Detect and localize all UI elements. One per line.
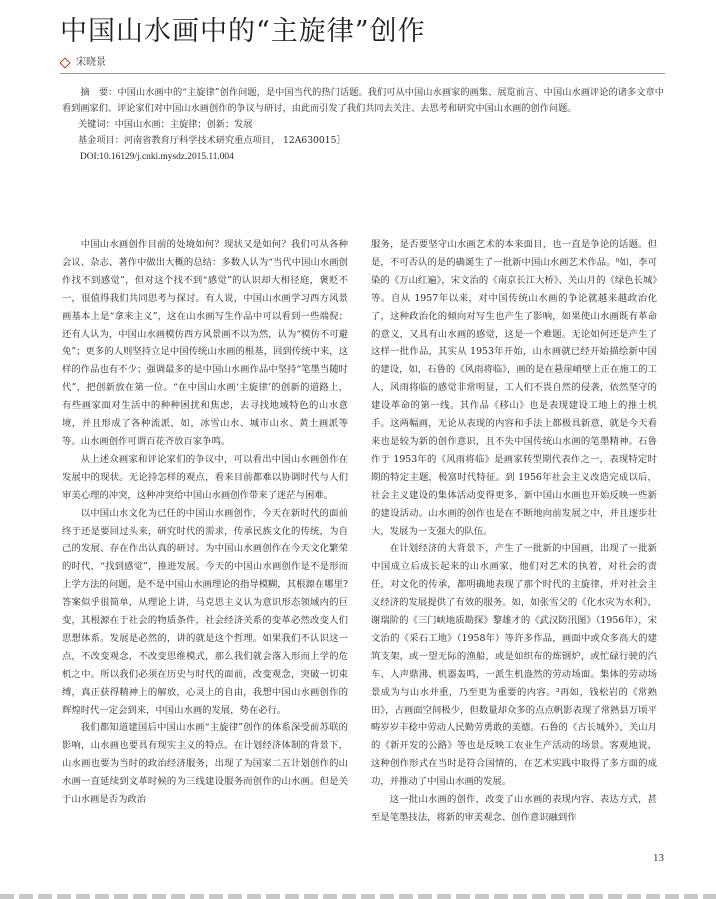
body-paragraph: 中国山水画创作目前的处境如何？现状又是如何？我们可从各种会议、杂志、著作中做出大概的总结：多数人认为“当代中国山水画创作找不到感觉”，但对这个找不到“感觉”的认识却大相径庭，褒贬不一，很值得我们共同思考与探讨。有人说，中国山水画学习西方风景画基本上是“拿来主义”，这在山水画写生作品中可以看到一些端倪；还有人认为，中国山水画模仿西方风景画不以为然，认为“模仿不可避免”；更多的人则坚持立足中国传统山水画的根基，回到传统中来，这样的作品也有不少；强调最多的是中国山水画作品中坚持“笔墨当随时代”，把创新放在第一位。“在中国山水画‘主旋律’的创新的道路上，有些画家面对生活中的种种困扰和焦虑，去寻找地域特色的山水意境，并且形成了各种流派，如，冰雪山水、城市山水、黄土画派等等。山水画创作可谓百花齐放百家争鸣。 bbox=[62, 239, 348, 447]
abstract-text: 中国山水画中的“主旋律”创作问题，是中国当代的热门话题。我们可从中国山水画家的画集、展览前言、中国山水画评论的诸多文章中看到画家们、评论家们对中国山水画创作的争议与研讨，由此而引发了我们共同去关注、去思考和研究中国山水画的创作问题。 bbox=[62, 87, 664, 114]
body-paragraph: 我们都知道建国后中国山水画“主旋律”创作的体系深受前苏联的影响，山水画也要具有现实主义的特点。在计划经济体制的背景下，山水画也要为当时的政治经济服务，出现了为国家二五计划创作的山水画一直延续到文革时候的为三线建设服务而创作的山水画。但是关于山水画是否为政治 bbox=[62, 722, 348, 806]
body-paragraph: 以中国山水文化为已任的中国山水画创作，今天在新时代的面前终于还是要回过头来，研究时代的需求，传承民族文化的传统，为自己的发展、存在作出认真的研讨。为中国山水画创作在今天文化繁荣的时代，“找到感觉”，推进发展。今天的中国山水画创作是不是形而上学方法的问题，是不是中国山水画理论的指导模糊，其根源在哪里?答案似乎很简单，从理论上讲，马克思主义认为意识形态领域内的巨变，其根源在于社会的物质条件，社会经济关系的变革必然改变人们思想体系。发展是必然的，讲的就是这个哲理。如果我们不认识这一点，不改变观念，不改变思维模式，那么我们就会落入形而上学的危机之中。所以我们必须在历史与时代的面前，改变观念，突破一切束缚，真正获得精神上的解放，心灵上的自由，我想中国山水画创作的辉煌时代一定会到来，中国山水画的发展，势在必行。 bbox=[62, 507, 348, 716]
abstract-label: 摘 要： bbox=[80, 87, 118, 98]
body-right-column bbox=[371, 236, 657, 827]
body-paragraph: 在计划经济的大背景下，产生了一批新的中国画，出现了一批新中国成立后成长起来的山水画家，他们对艺术的执着，对社会的责任，对文化的传承，都明确地表现了那个时代的主旋律，并对社会主义经济的发展提供了有效的服务。如，如张雪父的《化水灾为水利》，谢瑞阶的《三门峡地质勘探》黎雄才的《武汉防汛图》（1956年），宋文治的《采石工地》（1958年）等许多作品，画面中或众多高大的建筑支架，或一望无际的渔船，或是如织布的炼钢炉，或忙碌行驶的汽车、人声鼎沸、机器轰鸣，一派生机盎然的劳动场面。集体的劳动场景成为与山水并重，乃至更为重要的内容。³再如，钱松岩的《常熟田》，占画面空间极少，但数量却众多的点点帆影表现了常熟县万顷平畴岁岁丰稔中劳动人民勤劳勇敢的美德。石鲁的《古长城外》，关山月的《新开发的公路》等也是反映工农业生产活动的场景。客观地说，这种创作形式在当时是符合国情的，在艺术实践中取得了多方面的成功，并推动了中国山水画的发展。 bbox=[371, 543, 657, 788]
article-title: 中国山水画中的“主旋律”创作 bbox=[60, 16, 426, 47]
header-divider bbox=[60, 73, 665, 74]
author-line bbox=[61, 56, 106, 70]
body-paragraph: 服务，是否要坚守山水画艺术的本来面目，也一直是争论的话题。但是，不可否认的是的确诞生了一批新中国山水画艺术作品。⁰如，李可染的《万山红遍》，宋文治的《南京长江大桥》、关山月的《绿色长城》等。自从 1957年以来，对中国传统山水画的争论就越来越政治化了，这种政治化的倾向对写生也产生了影响，如果使山水画既有革命的意义，又具有山水画的感觉，这是一个难题。无论如何还是产生了这样一批作品，其实从 1953年开始，山水画就已经开始描绘新中国的建设，如，石鲁的《风雨将临》，画的是在悬崖峭壁上正在施工的工人，风雨将临的感觉非常明显，工人们不畏自然的侵袭，依然坚守的建设革命的第一线。其作品《移山》也是表现建设工地上的推土机手。这两幅画，无论从表现的内容和手法上都极具新意，就是今天看来也是较为新的创作意识，且不失中国传统山水画的笔墨精神。石鲁作于 1953年的《风雨将临》是画家转型期代表作之一，表现特定时期的特定主题，极富时代特征。到 1956年社会主义改造完成以后，社会主义建设的集体活动变得更多，新中国山水画也开始反映一些新的建设活动。山水画的创作也是在不断地向前发展之中，并且逐步壮大，发展为一支强大的队伍。 bbox=[371, 239, 657, 537]
keywords: 关键词：中国山水画；主旋律；创新；发展 bbox=[78, 119, 253, 130]
author-name: 宋晓景 bbox=[76, 57, 106, 68]
page-number: 13 bbox=[653, 852, 664, 864]
abstract-block bbox=[62, 85, 664, 165]
abstract-paragraph bbox=[62, 85, 664, 117]
doi: DOI:10.16129/j.cnki.mysdz.2015.11.004 bbox=[80, 152, 234, 162]
fund-project: 基金项目：河南省教育厅科学技术研究重点项目， 12A630015］ bbox=[78, 135, 346, 146]
body-paragraph: 从上述众画家和评论家们的争议中，可以看出中国山水画创作在发展中的现状。无论持怎样的观点，看来目前都难以协调时代与人们审美心理的冲突，这种冲突给中国山水画创作带来了迷茫与困难。 bbox=[62, 453, 348, 501]
body-paragraph: 这一批山水画的创作，改变了山水画的表现内容、表达方式，甚至是笔墨技法，将新的审美观念、创作意识融到作 bbox=[371, 794, 657, 823]
bottom-decorative-strip bbox=[0, 894, 716, 899]
diamond-bullet-icon bbox=[59, 57, 70, 68]
body-left-column bbox=[62, 236, 348, 809]
